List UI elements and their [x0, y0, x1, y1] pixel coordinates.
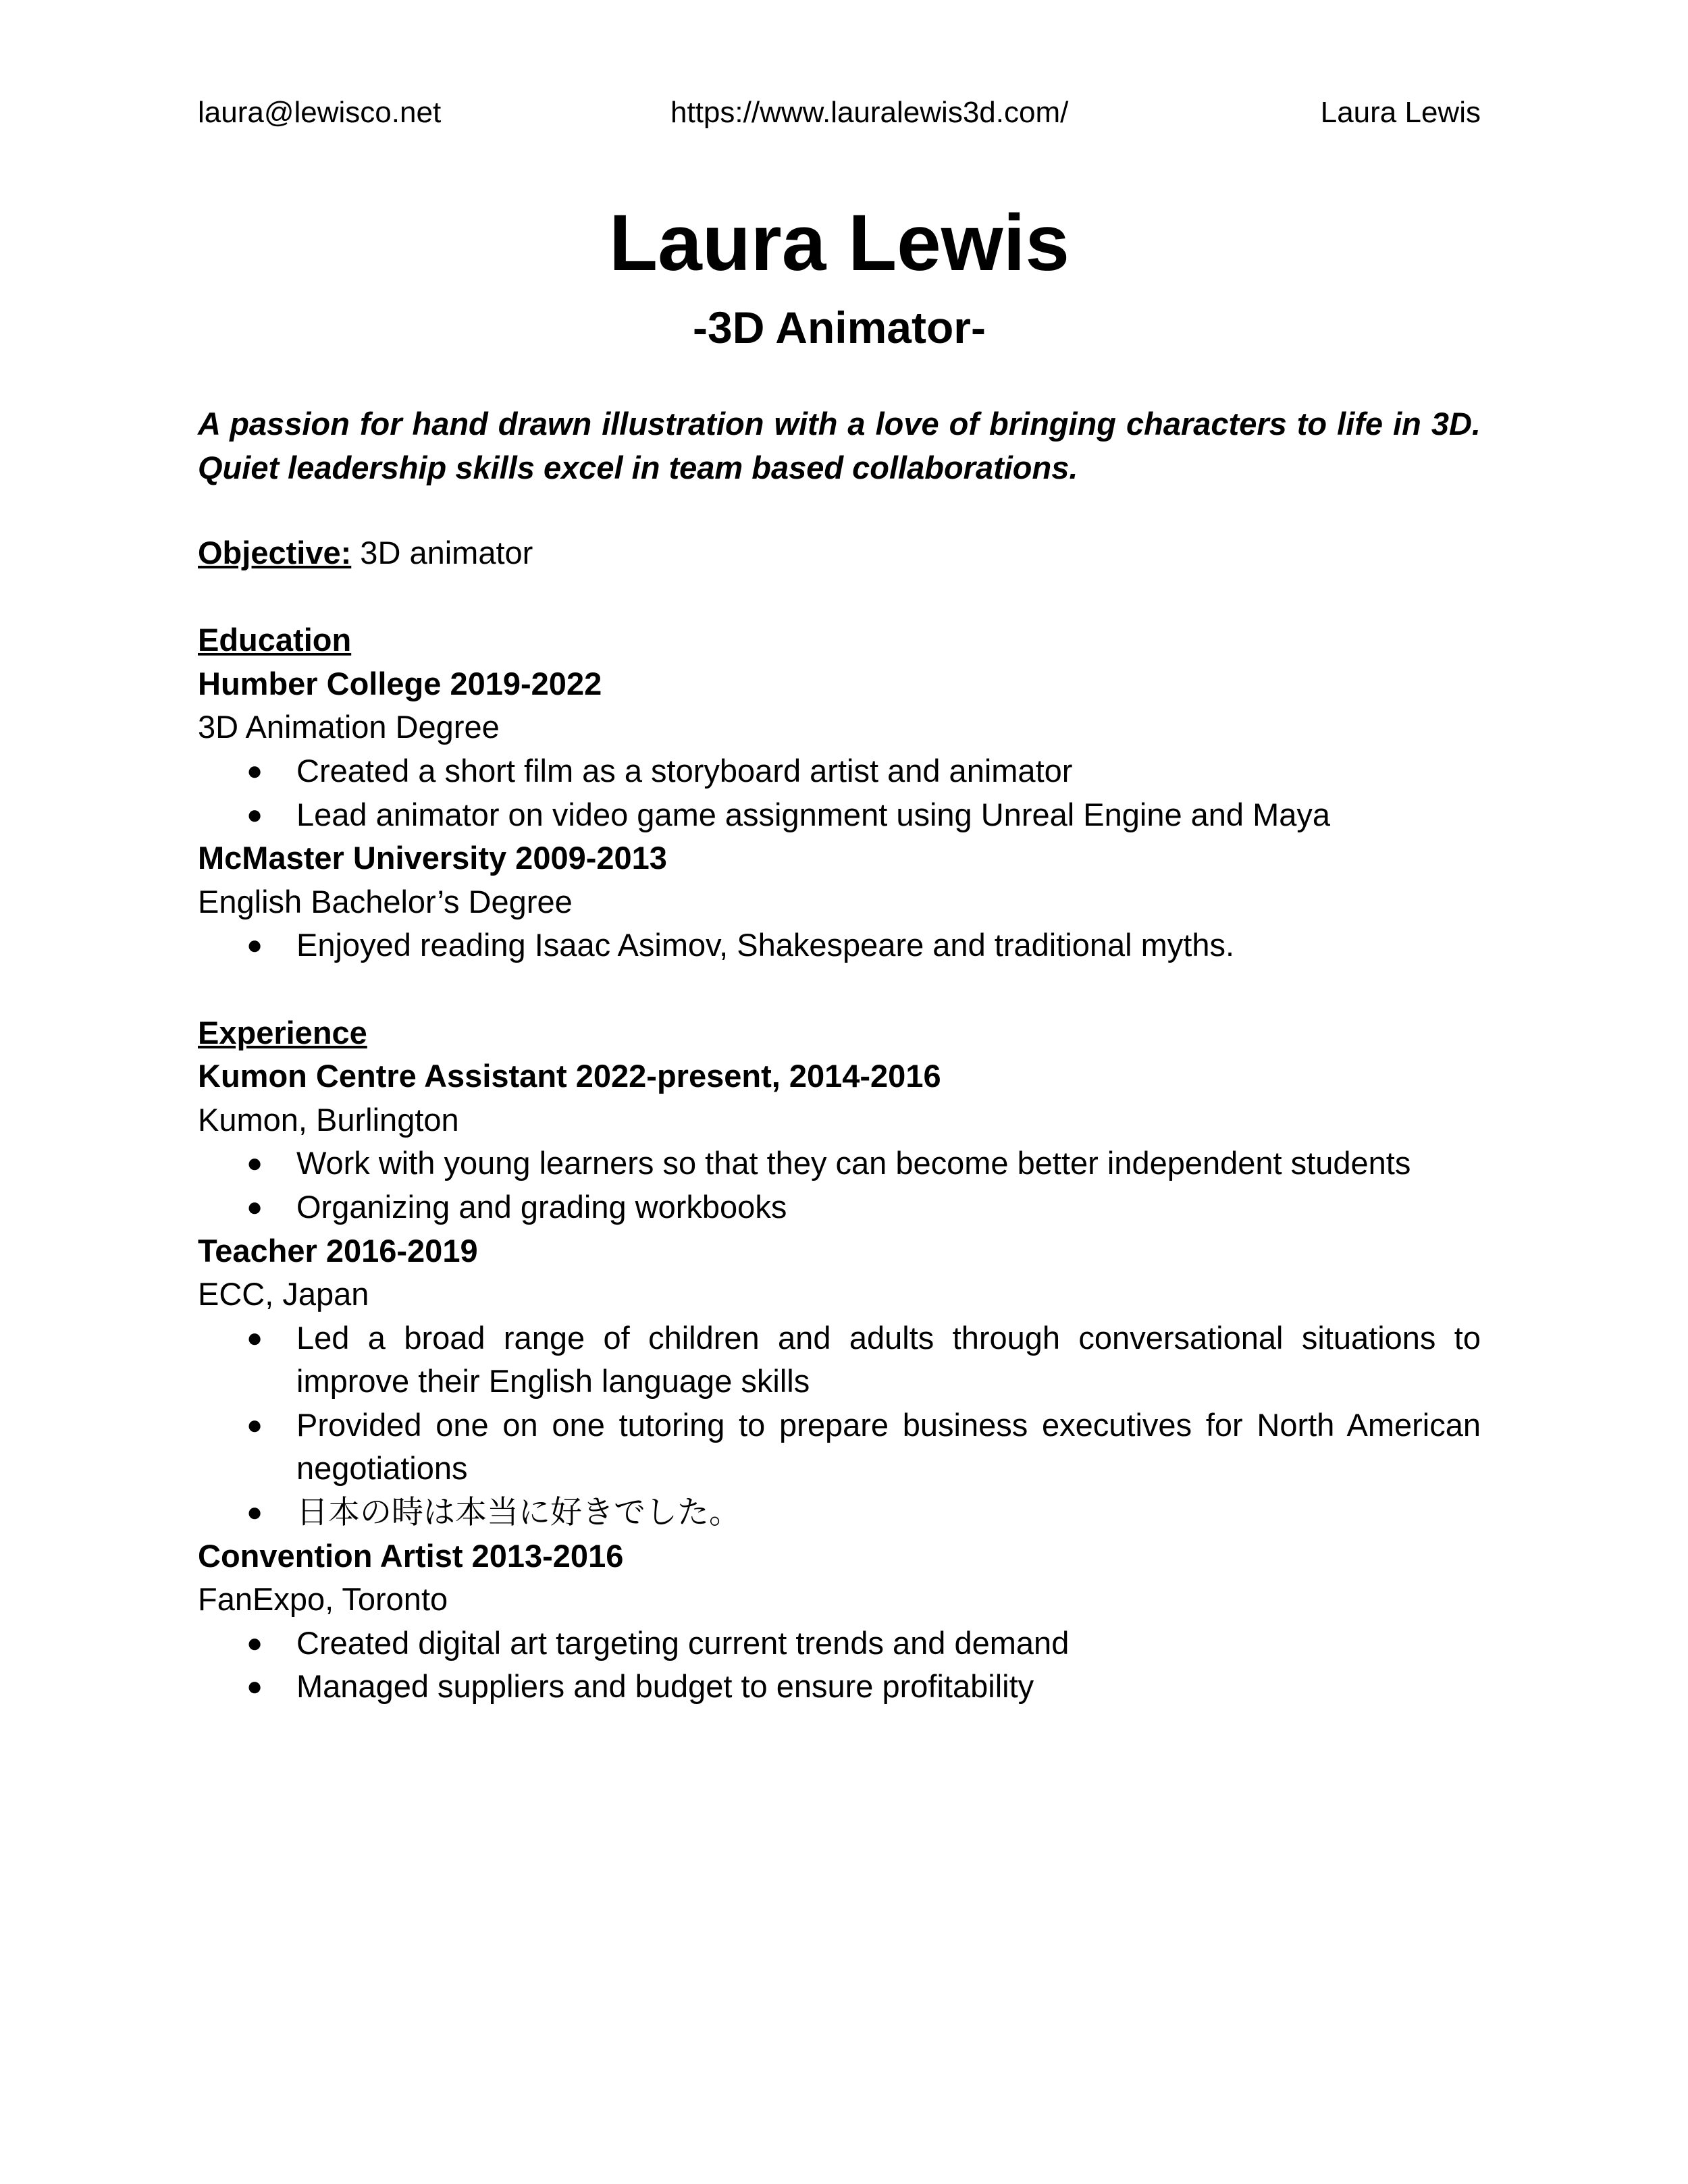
resume-role: -3D Animator- — [693, 302, 986, 352]
resume-name: Laura Lewis — [608, 198, 1070, 288]
experience-entry-bullets — [198, 1316, 1481, 1535]
experience-entry-title: Kumon Centre Assistant 2022-present, 2014-2016 — [198, 1058, 941, 1094]
page-header — [198, 96, 1481, 134]
bullet-text: Created a short film as a storyboard artist and animator — [296, 752, 1073, 789]
bullet-icon: ● — [246, 930, 263, 961]
header-website: https://www.lauralewis3d.com/ — [670, 96, 1069, 129]
education-entry-subtitle: 3D Animation Degree — [198, 709, 500, 745]
education-entry-title: Humber College 2019-2022 — [198, 665, 602, 701]
resume-tagline: A passion for hand drawn illustration with a love of bringing characters to life in 3D. Quiet leadership skills excel in team based collaborations. — [198, 406, 1481, 485]
bullet-item — [198, 1316, 1481, 1404]
bullet-item — [198, 1404, 1481, 1491]
bullet-text: Led a broad range of children and adults through conversational situations to improve their English language skills — [296, 1319, 1481, 1400]
bullet-text: Enjoyed reading Isaac Asimov, Shakespeare and traditional myths. — [296, 927, 1235, 963]
spacer — [198, 575, 1481, 619]
bullet-item — [198, 1142, 1481, 1186]
experience-entry-subtitle: ECC, Japan — [198, 1276, 369, 1312]
bullet-text: Lead animator on video game assignment using Unreal Engine and Maya — [296, 796, 1331, 832]
bullet-item — [198, 1622, 1481, 1666]
bullet-text: Managed suppliers and budget to ensure profitability — [296, 1668, 1034, 1705]
bullet-item — [198, 1186, 1481, 1229]
bullet-icon: ● — [246, 1497, 263, 1528]
header-name: Laura Lewis — [1320, 96, 1481, 129]
resume-body — [198, 531, 1481, 1709]
experience-heading: Experience — [198, 1014, 367, 1050]
education-entry-subtitle: English Bachelor’s Degree — [198, 883, 573, 920]
experience-entry-title: Convention Artist 2013-2016 — [198, 1537, 624, 1574]
bullet-text: 日本の時は本当に好きでした。 — [296, 1494, 741, 1530]
bullet-icon: ● — [246, 1192, 263, 1222]
experience-entry-bullets — [198, 1142, 1481, 1229]
spacer — [198, 967, 1481, 1011]
experience-section — [198, 1011, 1481, 1709]
bullet-item — [198, 1665, 1481, 1709]
experience-entry-bullets — [198, 1622, 1481, 1709]
bullet-item — [198, 1491, 1481, 1535]
education-entry-bullets — [198, 924, 1481, 967]
bullet-text: Created digital art targeting current trends and demand — [296, 1624, 1070, 1661]
bullet-icon: ● — [246, 1628, 263, 1658]
bullet-icon: ● — [246, 755, 263, 786]
experience-entry-subtitle: Kumon, Burlington — [198, 1101, 459, 1138]
bullet-text: Provided one on one tutoring to prepare business executives for North American negotiations — [296, 1406, 1481, 1487]
bullet-icon: ● — [246, 1672, 263, 1702]
education-section — [198, 618, 1481, 967]
header-email: laura@lewisco.net — [198, 96, 442, 129]
education-entry-bullets — [198, 749, 1481, 836]
bullet-item — [198, 793, 1481, 837]
bullet-item — [198, 749, 1481, 793]
bullet-text: Organizing and grading workbooks — [296, 1188, 787, 1225]
experience-entry-title: Teacher 2016-2019 — [198, 1232, 478, 1269]
experience-entry-subtitle: FanExpo, Toronto — [198, 1581, 448, 1618]
objective-label: Objective: — [198, 535, 352, 570]
bullet-icon: ● — [246, 1323, 263, 1353]
bullet-text: Work with young learners so that they can become better independent students — [296, 1145, 1411, 1181]
objective-value: 3D animator — [351, 535, 533, 570]
objective-line — [198, 531, 1481, 575]
bullet-icon: ● — [246, 1148, 263, 1179]
bullet-icon: ● — [246, 1410, 263, 1440]
education-heading: Education — [198, 622, 352, 658]
bullet-icon: ● — [246, 799, 263, 830]
bullet-item — [198, 924, 1481, 967]
education-entry-title: McMaster University 2009-2013 — [198, 840, 667, 876]
